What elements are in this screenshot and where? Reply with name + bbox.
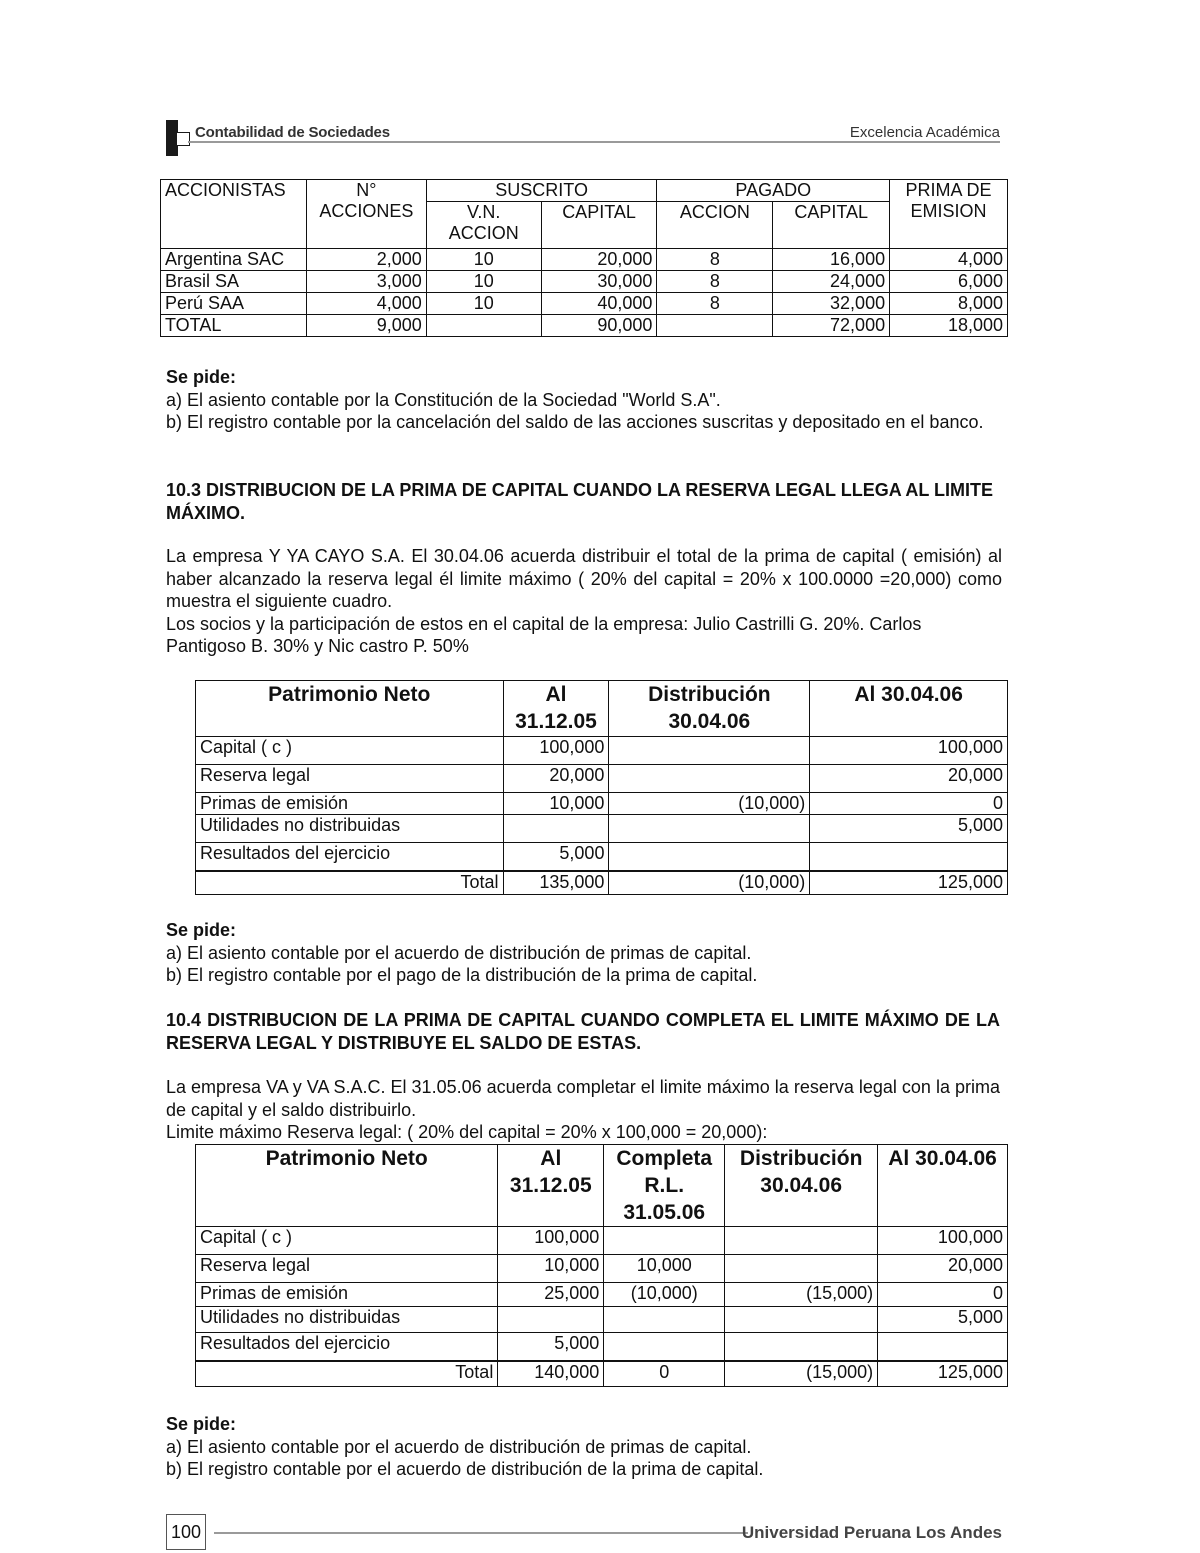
col-al-311205: Al 31.12.05 — [498, 1145, 604, 1227]
col-vn-accion: V.N. ACCION — [426, 202, 541, 249]
table-cell: 10 — [426, 249, 541, 271]
col-patrimonio: Patrimonio Neto — [196, 681, 504, 737]
table-cell: Reserva legal — [196, 765, 504, 793]
se-pide-label: Se pide: — [166, 920, 237, 940]
table-cell: 18,000 — [890, 315, 1008, 337]
paragraph: Limite máximo Reserva legal: ( 20% del capital = 20% x 100,000 = 20,000): — [166, 1122, 768, 1142]
table-cell — [604, 1333, 725, 1361]
table-cell: 25,000 — [498, 1283, 604, 1307]
header-title: Contabilidad de Sociedades — [195, 124, 390, 141]
requirement-a: a) El asiento contable por el acuerdo de distribución de primas de capital. — [166, 942, 752, 963]
table-cell: Primas de emisión — [196, 793, 504, 815]
col-distribucion: Distribución 30.04.06 — [609, 681, 810, 737]
col-distribucion: Distribución 30.04.06 — [725, 1145, 878, 1227]
table-row — [196, 815, 1008, 843]
table-cell — [609, 815, 810, 843]
table-cell — [725, 1307, 878, 1333]
table-cell — [609, 737, 810, 765]
table-cell: 6,000 — [890, 271, 1008, 293]
col-accionistas: ACCIONISTAS — [161, 180, 307, 249]
col-n-acciones: N° ACCIONES — [306, 180, 426, 249]
table-row — [196, 843, 1008, 871]
table-cell: Reserva legal — [196, 1255, 498, 1283]
header-mark-square — [176, 132, 190, 146]
requirement-b: b) El registro contable por la cancelación del saldo de las acciones suscritas y depositado en el banco. — [166, 412, 984, 432]
table-cell — [503, 815, 609, 843]
table-cell — [725, 1255, 878, 1283]
table-cell: Total — [196, 871, 504, 895]
table-cell — [810, 843, 1008, 871]
requirement-b: b) El registro contable por el acuerdo de distribución de la prima de capital. — [166, 1459, 764, 1479]
table-cell: 125,000 — [878, 1361, 1008, 1387]
table-cell: Perú SAA — [161, 293, 307, 315]
section-body-10-4 — [166, 1076, 1000, 1144]
table-cell: 90,000 — [541, 315, 657, 337]
table-cell — [498, 1307, 604, 1333]
header-rule — [188, 141, 1000, 143]
requirement-b: b) El registro contable por el pago de la distribución de la prima de capital. — [166, 965, 758, 985]
table-cell: 100,000 — [498, 1227, 604, 1255]
shareholders-table — [160, 179, 1008, 337]
table-cell: 30,000 — [541, 271, 657, 293]
table-cell: (10,000) — [604, 1283, 725, 1307]
table-cell: (15,000) — [725, 1283, 878, 1307]
col-suscrito-capital: CAPITAL — [541, 202, 657, 249]
table-cell: Utilidades no distribuidas — [196, 1307, 498, 1333]
table-row — [196, 1307, 1008, 1333]
col-completa-rl: Completa R.L. 31.05.06 — [604, 1145, 725, 1227]
table-cell: 100,000 — [810, 737, 1008, 765]
table-header-row — [161, 180, 1008, 202]
col-al-300406: Al 30.04.06 — [810, 681, 1008, 737]
table-cell: Utilidades no distribuidas — [196, 815, 504, 843]
equity-table-10-4 — [195, 1144, 1008, 1387]
table-cell: 4,000 — [306, 293, 426, 315]
table-cell: Total — [196, 1361, 498, 1387]
table-total-row — [196, 1361, 1008, 1387]
table-cell: 8 — [657, 271, 773, 293]
table-cell: 140,000 — [498, 1361, 604, 1387]
table-cell: 100,000 — [503, 737, 609, 765]
table-row — [196, 737, 1008, 765]
requirement-a: a) El asiento contable por el acuerdo de distribución de primas de capital. — [166, 1436, 752, 1457]
table-cell: 5,000 — [810, 815, 1008, 843]
table-cell: 9,000 — [306, 315, 426, 337]
table-row — [161, 249, 1008, 271]
table-cell — [878, 1333, 1008, 1361]
paragraph: La empresa VA y VA S.A.C. El 31.05.06 acuerda completar el limite máximo la reserva legal con la prima de capital y el saldo distribuirlo. — [166, 1077, 1000, 1120]
table-row — [196, 1333, 1008, 1361]
table-cell: 40,000 — [541, 293, 657, 315]
table-cell: Argentina SAC — [161, 249, 307, 271]
table-cell: Resultados del ejercicio — [196, 843, 504, 871]
col-prima: PRIMA DE EMISION — [890, 180, 1008, 249]
table-cell — [604, 1227, 725, 1255]
table-cell — [725, 1227, 878, 1255]
col-pagado-accion: ACCION — [657, 202, 773, 249]
section-title-10-4: 10.4 DISTRIBUCION DE LA PRIMA DE CAPITAL CUANDO COMPLETA EL LIMITE MÁXIMO DE LA RESERVA LEGAL Y DISTRIBUYE EL SALDO DE ESTAS. — [166, 1010, 1000, 1053]
table-cell: 5,000 — [498, 1333, 604, 1361]
requirements-1 — [166, 366, 1002, 434]
table-cell: 100,000 — [878, 1227, 1008, 1255]
col-patrimonio: Patrimonio Neto — [196, 1145, 498, 1227]
table-cell: 8 — [657, 249, 773, 271]
table-cell: Resultados del ejercicio — [196, 1333, 498, 1361]
table-cell: 135,000 — [503, 871, 609, 895]
paragraph: La empresa Y YA CAYO S.A. El 30.04.06 acuerda distribuir el total de la prima de capital ( emisión) al haber alcanzado la reserva legal él limite máximo ( 20% del capital = 20% x 100.0000 =20,000) como muestra el siguiente cuadro. — [166, 546, 1002, 611]
table-cell: 20,000 — [810, 765, 1008, 793]
requirement-a: a) El asiento contable por la Constitución de la Sociedad "World S.A". — [166, 389, 721, 410]
page-number: 100 — [166, 1514, 206, 1550]
table-cell: 10 — [426, 293, 541, 315]
table-cell: Capital ( c ) — [196, 737, 504, 765]
table-cell — [609, 843, 810, 871]
table-total-row — [161, 315, 1008, 337]
table-cell — [609, 765, 810, 793]
col-suscrito: SUSCRITO — [426, 180, 657, 202]
equity-table-10-3 — [195, 680, 1008, 895]
section-body-10-3 — [166, 545, 1002, 658]
table-cell: 20,000 — [503, 765, 609, 793]
table-cell — [657, 315, 773, 337]
table-cell: 10,000 — [604, 1255, 725, 1283]
table-cell: 72,000 — [773, 315, 890, 337]
table-cell: 20,000 — [541, 249, 657, 271]
paragraph: Los socios y la participación de estos en el capital de la empresa: Julio Castrilli G. 20%. Carlos Pantigoso B. 30% y Nic castro P. 50% — [166, 613, 922, 656]
requirements-3 — [166, 1413, 1002, 1481]
table-cell: 10,000 — [503, 793, 609, 815]
table-cell: 0 — [604, 1361, 725, 1387]
table-cell: 0 — [810, 793, 1008, 815]
table-row — [161, 293, 1008, 315]
table-header-row — [196, 681, 1008, 737]
col-al-311205: Al 31.12.05 — [503, 681, 609, 737]
table-cell: 0 — [878, 1283, 1008, 1307]
table-header-row — [196, 1145, 1008, 1227]
footer-university: Universidad Peruana Los Andes — [741, 1523, 1002, 1542]
table-cell: Primas de emisión — [196, 1283, 498, 1307]
table-row — [196, 1283, 1008, 1307]
table-cell: 20,000 — [878, 1255, 1008, 1283]
table-cell: Brasil SA — [161, 271, 307, 293]
table-cell: 8 — [657, 293, 773, 315]
col-al-300406: Al 30.04.06 — [878, 1145, 1008, 1227]
table-row — [196, 793, 1008, 815]
table-cell — [725, 1333, 878, 1361]
table-row — [196, 1227, 1008, 1255]
table-cell: (15,000) — [725, 1361, 878, 1387]
table-cell: 32,000 — [773, 293, 890, 315]
col-pagado: PAGADO — [657, 180, 890, 202]
table-cell — [426, 315, 541, 337]
table-cell: 10,000 — [498, 1255, 604, 1283]
table-cell: 5,000 — [503, 843, 609, 871]
footer-rule — [214, 1532, 748, 1534]
table-row — [161, 271, 1008, 293]
table-cell: TOTAL — [161, 315, 307, 337]
header-tagline: Excelencia Académica — [849, 124, 1000, 141]
table-row — [196, 1255, 1008, 1283]
table-cell: 24,000 — [773, 271, 890, 293]
table-cell: 125,000 — [810, 871, 1008, 895]
table-cell: 8,000 — [890, 293, 1008, 315]
section-title-10-3: 10.3 DISTRIBUCION DE LA PRIMA DE CAPITAL CUANDO LA RESERVA LEGAL LLEGA AL LIMITE MÁXIMO. — [166, 480, 994, 523]
se-pide-label: Se pide: — [166, 367, 237, 387]
requirements-2 — [166, 919, 1002, 987]
table-total-row — [196, 871, 1008, 895]
table-cell: 2,000 — [306, 249, 426, 271]
col-pagado-capital: CAPITAL — [773, 202, 890, 249]
se-pide-label: Se pide: — [166, 1414, 237, 1434]
table-row — [196, 765, 1008, 793]
table-cell: (10,000) — [609, 793, 810, 815]
table-cell: Capital ( c ) — [196, 1227, 498, 1255]
table-cell: 4,000 — [890, 249, 1008, 271]
table-cell: 3,000 — [306, 271, 426, 293]
table-cell — [604, 1307, 725, 1333]
table-cell: 10 — [426, 271, 541, 293]
table-cell: (10,000) — [609, 871, 810, 895]
table-cell: 16,000 — [773, 249, 890, 271]
table-cell: 5,000 — [878, 1307, 1008, 1333]
